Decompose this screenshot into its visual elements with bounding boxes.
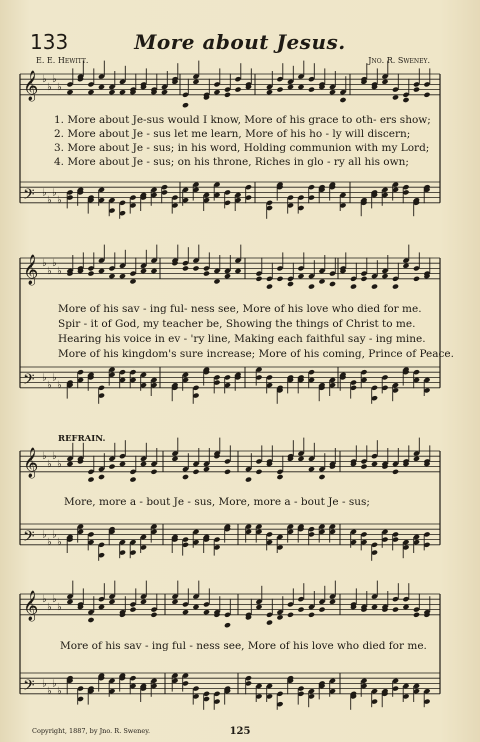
verse-line-4: 4. More about Je - sus; on his throne, Riches in glo - ry all his own;	[54, 156, 409, 168]
note-head	[98, 604, 105, 610]
flat-sign: ♭	[57, 686, 62, 698]
flat-sign: ♭	[42, 451, 47, 463]
flat-sign: ♭	[57, 266, 62, 277]
composer-credit: Jno. R. Sweney.	[368, 56, 430, 65]
bass-clef: 𝄢	[23, 527, 35, 549]
flat-sign: ♭	[42, 187, 47, 199]
note-head	[182, 609, 189, 615]
note-head	[192, 79, 199, 85]
note-head	[308, 87, 315, 93]
note-head	[287, 281, 294, 287]
verse-line-1: 1. More about Je-sus would I know, More of his grace to oth- ers show;	[54, 114, 431, 126]
note-head	[98, 268, 105, 274]
verse-line-3: 3. More about Je - sus; in his word, Holding communion with my Lord;	[54, 142, 430, 154]
flat-sign: ♭	[52, 74, 57, 86]
flat-sign: ♭	[42, 678, 47, 690]
note-head	[66, 461, 73, 467]
note-head	[339, 97, 346, 103]
note-head	[140, 461, 147, 467]
note-head	[245, 477, 252, 483]
flat-sign: ♭	[42, 258, 47, 270]
note-head	[255, 604, 262, 610]
note-head	[224, 92, 231, 98]
note-head	[87, 89, 94, 95]
note-head	[192, 469, 199, 475]
note-head	[318, 607, 325, 613]
verse-line-2: 2. More about Je - sus let me learn, More of his ho - ly will discern;	[54, 128, 411, 140]
note-head	[87, 617, 94, 623]
note-head	[329, 281, 336, 287]
flat-sign: ♭	[57, 537, 62, 549]
note-head	[266, 284, 273, 290]
bass-clef: 𝄢	[23, 676, 35, 698]
note-head	[119, 89, 126, 95]
flat-sign: ♭	[47, 459, 52, 470]
flat-sign: ♭	[42, 594, 47, 606]
flat-sign: ♭	[52, 258, 57, 270]
note-head	[203, 271, 210, 277]
flat-sign: ♭	[57, 195, 62, 207]
note-head	[129, 278, 136, 284]
note-head	[276, 614, 283, 620]
note-head	[87, 271, 94, 277]
note-head	[318, 474, 325, 480]
note-head	[192, 265, 199, 271]
lyric-line-2: Spir - it of God, my teacher be, Showing the things of Christ to me.	[58, 318, 416, 330]
bass-clef: 𝄢	[23, 370, 35, 392]
note-head	[287, 84, 294, 90]
note-head	[182, 474, 189, 480]
flat-sign: ♭	[47, 195, 52, 207]
note-head	[87, 477, 94, 483]
note-head	[98, 84, 105, 90]
note-head	[266, 89, 273, 95]
note-head	[140, 599, 147, 605]
note-head	[308, 284, 315, 290]
note-head	[360, 464, 367, 470]
note-head	[371, 604, 378, 610]
note-head	[413, 612, 420, 618]
flat-sign: ♭	[57, 459, 62, 470]
flat-sign: ♭	[47, 602, 52, 613]
note-head	[423, 92, 430, 98]
note-head	[119, 273, 126, 279]
note-head	[213, 89, 220, 95]
lyricist-credit: E. E. Hewitt.	[36, 56, 89, 65]
treble-clef: 𝄞	[23, 447, 39, 478]
flat-sign: ♭	[57, 82, 62, 93]
lyric-line-1: More of his sav - ing ful- ness see, More of his love who died for me.	[58, 303, 422, 315]
note-head	[234, 87, 241, 93]
note-head	[381, 273, 388, 279]
note-head	[66, 89, 73, 95]
note-head	[266, 620, 273, 626]
note-head	[150, 612, 157, 618]
note-head	[255, 469, 262, 475]
note-head	[140, 268, 147, 274]
note-head	[297, 456, 304, 462]
note-head	[402, 263, 409, 269]
flat-sign: ♭	[52, 529, 57, 541]
note-head	[392, 284, 399, 290]
note-head	[350, 284, 357, 290]
treble-clef: 𝄞	[23, 254, 39, 285]
refrain-lyric-1: More, more a - bout Je - sus, More, more a - bout Je - sus;	[64, 496, 370, 508]
flat-sign: ♭	[47, 537, 52, 549]
note-head	[308, 612, 315, 618]
note-head	[150, 469, 157, 475]
note-head	[213, 278, 220, 284]
flat-sign: ♭	[57, 380, 62, 392]
flat-sign: ♭	[47, 380, 52, 392]
note-head	[192, 604, 199, 610]
note-head	[129, 477, 136, 483]
note-head	[297, 84, 304, 90]
flat-sign: ♭	[52, 372, 57, 384]
note-head	[402, 604, 409, 610]
note-head	[392, 469, 399, 475]
flat-sign: ♭	[47, 266, 52, 277]
copyright-notice: Copyright, 1887, by Jno. R. Sweney.	[32, 727, 151, 735]
flat-sign: ♭	[42, 529, 47, 541]
note-head	[329, 599, 336, 605]
note-head	[203, 609, 210, 615]
note-head	[360, 276, 367, 282]
note-head	[182, 102, 189, 108]
bass-clef: 𝄢	[23, 185, 35, 207]
note-head	[287, 612, 294, 618]
note-head	[381, 79, 388, 85]
note-head	[402, 97, 409, 103]
note-head	[297, 273, 304, 279]
flat-sign: ♭	[42, 74, 47, 86]
note-head	[66, 599, 73, 605]
note-head	[161, 89, 168, 95]
refrain-label: REFRAIN.	[58, 434, 106, 444]
note-head	[182, 265, 189, 271]
flat-sign: ♭	[52, 451, 57, 463]
hymn-title: More about Jesus.	[134, 30, 346, 54]
flat-sign: ♭	[47, 82, 52, 93]
note-head	[234, 268, 241, 274]
note-head	[392, 94, 399, 100]
refrain-lyric-2: More of his sav - ing ful - ness see, More of his love who died for me.	[60, 640, 427, 652]
note-head	[150, 268, 157, 274]
flat-sign: ♭	[52, 678, 57, 690]
note-head	[224, 469, 231, 475]
note-head	[413, 87, 420, 93]
note-head	[276, 276, 283, 282]
note-head	[297, 607, 304, 613]
note-head	[255, 276, 262, 282]
note-head	[108, 599, 115, 605]
note-head	[276, 474, 283, 480]
note-head	[329, 89, 336, 95]
page-number: 125	[229, 726, 251, 737]
note-head	[413, 456, 420, 462]
note-head	[129, 607, 136, 613]
flat-sign: ♭	[52, 187, 57, 199]
flat-sign: ♭	[52, 594, 57, 606]
note-head	[98, 474, 105, 480]
note-head	[276, 87, 283, 93]
hymn-number: 133	[30, 30, 69, 54]
note-head	[108, 89, 115, 95]
lyric-line-3: Hearing his voice in ev - 'ry line, Making each faithful say - ing mine.	[58, 333, 426, 345]
note-head	[224, 273, 231, 279]
lyric-line-4: More of his kingdom's sure increase; More of his coming, Prince of Peace.	[58, 348, 454, 360]
note-head	[308, 466, 315, 472]
note-head	[318, 278, 325, 284]
flat-sign: ♭	[57, 602, 62, 613]
note-head	[171, 456, 178, 462]
note-head	[224, 622, 231, 628]
note-head	[392, 607, 399, 613]
flat-sign: ♭	[42, 372, 47, 384]
note-head	[108, 273, 115, 279]
note-head	[371, 284, 378, 290]
note-head	[171, 599, 178, 605]
note-head	[119, 461, 126, 467]
note-head	[413, 276, 420, 282]
treble-clef: 𝄞	[23, 590, 39, 621]
note-head	[203, 466, 210, 472]
note-head	[108, 464, 115, 470]
treble-clef: 𝄞	[23, 70, 39, 101]
note-head	[371, 461, 378, 467]
flat-sign: ♭	[47, 686, 52, 698]
